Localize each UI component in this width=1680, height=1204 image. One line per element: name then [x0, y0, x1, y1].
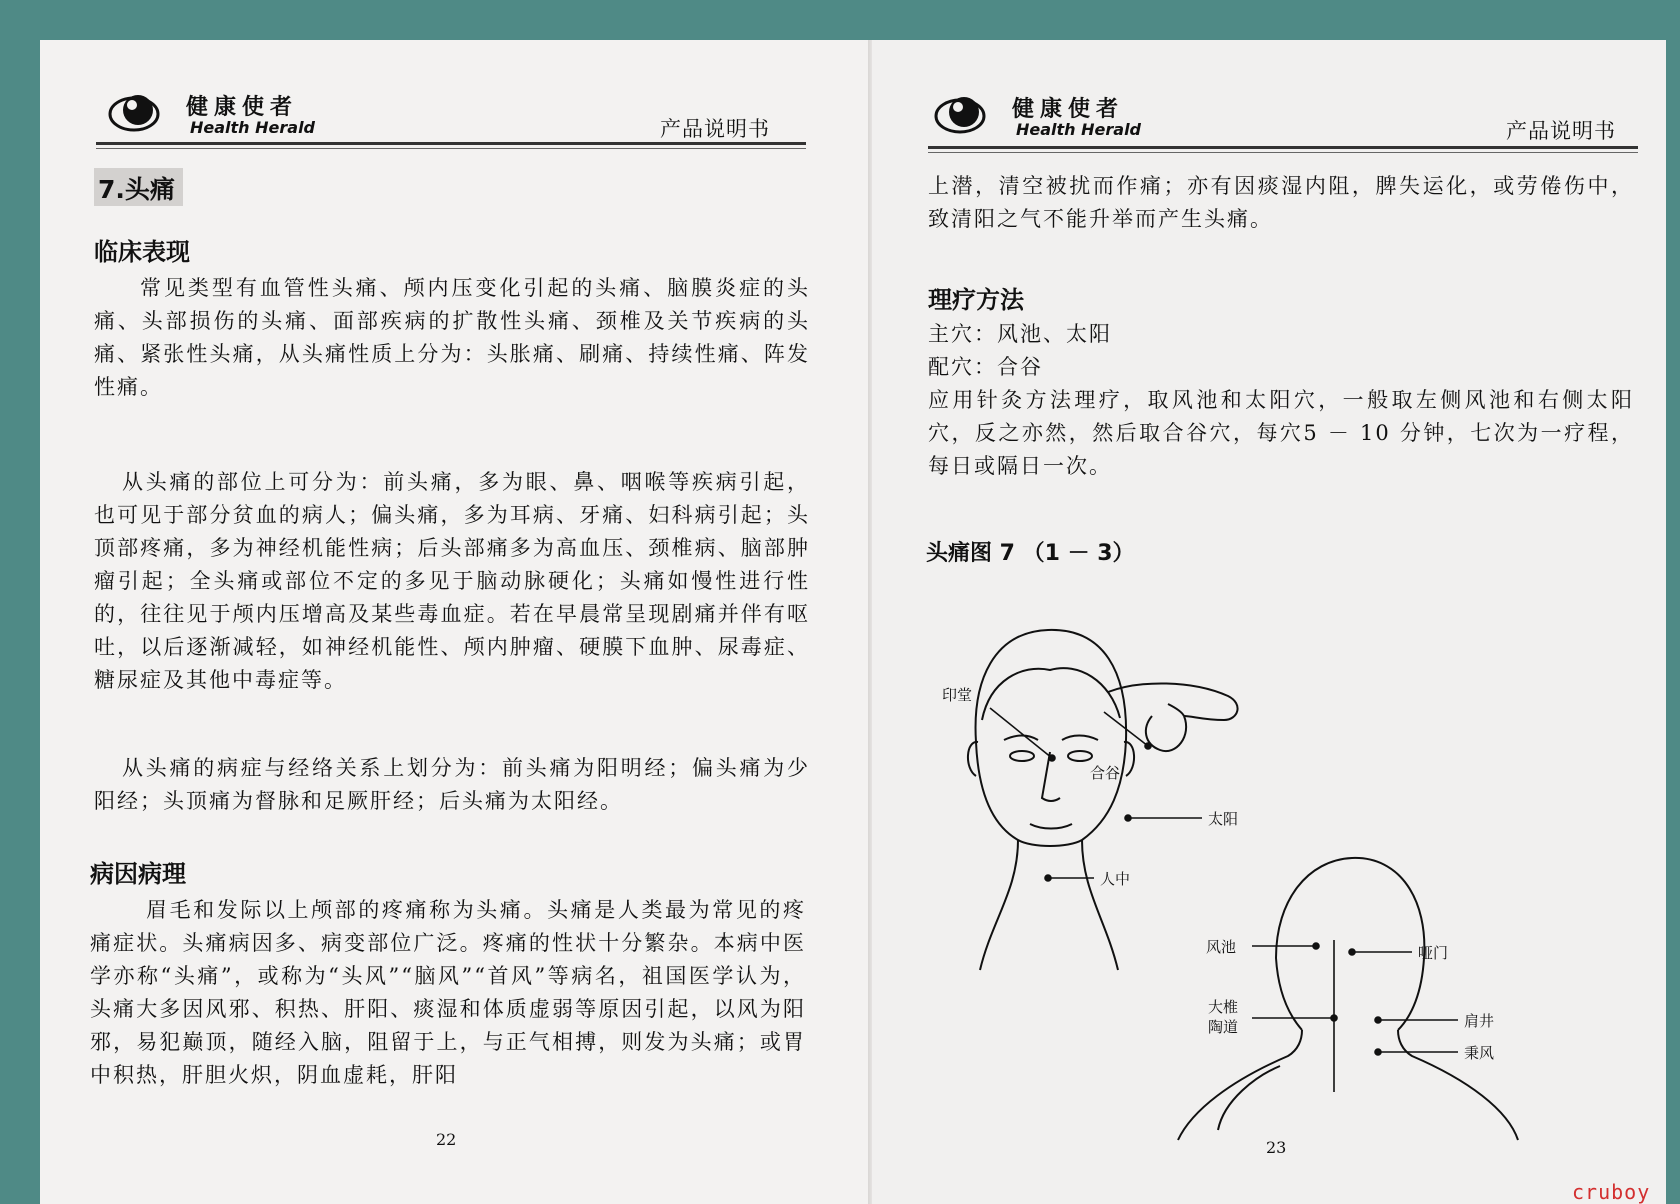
label-taiyang: 太阳 — [1208, 810, 1239, 828]
brand-name-en: Health Herald — [190, 118, 315, 137]
etiology-paragraph: 眉毛和发际以上颅部的疼痛称为头痛。头痛是人类最为常见的疼痛症状。头痛病因多、病变部位广泛。疼痛的性状十分繁杂。本病中医学亦称“头痛”，或称为“头风”“脑风”“首风”等病名，祖国医学认为，头痛大多因风邪、积热、肝阳、痰湿和体质虚弱等原因引起，以风为阳邪，易犯巅顶，随经入脑，阻留于上，与正气相搏，则发为头痛；或胃中积热，肝胆火炽，阴血虚耗，肝阳 — [90, 898, 806, 1087]
therapy-method: 应用针灸方法理疗，取风池和太阳穴，一般取左侧风池和右侧太阳穴，反之亦然，然后取合谷穴，每穴5 － 10 分钟，七次为一疗程，每日或隔日一次。 — [928, 388, 1634, 478]
label-fengchi: 风池 — [1206, 938, 1237, 956]
document-label: 产品说明书 — [660, 117, 770, 141]
page-number-left: 22 — [436, 1130, 457, 1149]
right-page — [872, 40, 1666, 1204]
clinical-heading: 临床表现 — [94, 238, 190, 266]
label-taodao: 陶道 — [1208, 1018, 1239, 1036]
watermark: cruboy — [1572, 1180, 1651, 1204]
clinical-paragraph-2: 从头痛的部位上可分为：前头痛，多为眼、鼻、咽喉等疾病引起，也可见于部分贫血的病人；偏头痛，多为耳病、牙痛、妇科病引起；头顶部疼痛，多为神经机能性病；后头部痛多为高血压、颈椎病、脑部肿瘤引起；全头痛或部位不定的多见于脑动脉硬化；头痛如慢性进行性的，往往见于颅内压增高及某些毒血症。若在早晨常呈现剧痛并伴有呕吐，以后逐渐减轻，如神经机能性、颅内肿瘤、硬膜下血肿、尿毒症、糖尿症及其他中毒症等。 — [94, 470, 810, 692]
continuation-paragraph: 上潜，清空被扰而作痛；亦有因痰湿内阻，脾失运化，或劳倦伤中，致清阳之气不能升举而产生头痛。 — [928, 174, 1634, 231]
header-rule-thin — [96, 148, 806, 149]
label-renzhong: 人中 — [1100, 870, 1131, 888]
page-number-right: 23 — [1266, 1138, 1287, 1157]
main-points: 主穴：风池、太阳 — [928, 322, 1112, 346]
clinical-paragraph-3: 从头痛的病症与经络关系上划分为：前头痛为阳明经；偏头痛为少阳经；头顶痛为督脉和足厥肝经；后头痛为太阳经。 — [94, 756, 810, 813]
label-jianjing: 肩井 — [1464, 1012, 1495, 1030]
section-title: 7.头痛 — [94, 168, 183, 206]
therapy-heading: 理疗方法 — [928, 286, 1024, 314]
label-hegu: 合谷 — [1090, 764, 1121, 782]
brand-logo-icon — [108, 88, 160, 140]
brand-name-cn: 健康使者 — [186, 95, 299, 120]
brand-name-en: Health Herald — [1016, 120, 1141, 139]
left-page — [40, 40, 870, 1204]
label-bingfeng: 秉风 — [1464, 1044, 1495, 1062]
header-rule — [96, 142, 806, 145]
brand-name-cn: 健康使者 — [1012, 97, 1125, 122]
label-yamen: 哑门 — [1418, 944, 1449, 962]
label-dazhui: 大椎 — [1208, 998, 1239, 1016]
figure-caption: 头痛图 7 （1 － 3） — [926, 541, 1135, 566]
clinical-paragraph-1: 常见类型有血管性头痛、颅内压变化引起的头痛、脑膜炎症的头痛、头部损伤的头痛、面部疾病的扩散性头痛、颈椎及关节疾病的头痛、紧张性头痛，从头痛性质上分为：头胀痛、刷痛、持续性痛、阵发性痛。 — [94, 276, 810, 399]
auxiliary-points: 配穴：合谷 — [928, 355, 1043, 379]
etiology-heading: 病因病理 — [90, 860, 186, 888]
label-yintang: 印堂 — [942, 686, 973, 704]
acupoint-figure — [872, 40, 1666, 1204]
document-label: 产品说明书 — [1506, 119, 1616, 143]
